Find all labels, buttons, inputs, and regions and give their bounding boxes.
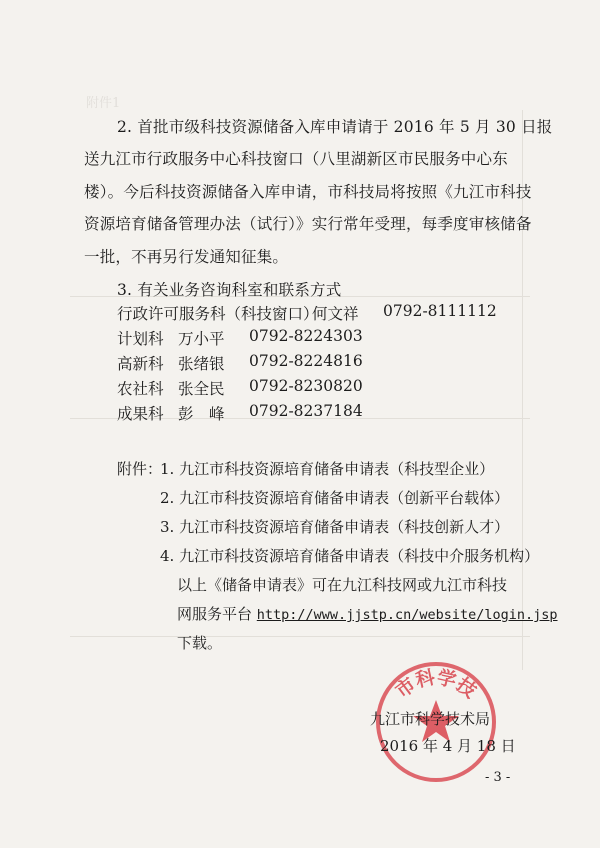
contact-name: 张全民 <box>178 380 225 398</box>
seal-text: 市科学技 <box>391 666 481 703</box>
contact-phone: 0792-8224303 <box>249 327 363 345</box>
paragraph-line: 楼）。今后科技资源储备入库申请，市科技局将按照《九江市科技 <box>84 183 532 201</box>
attachment-note <box>177 603 558 624</box>
contact-phone: 0792-8237184 <box>249 402 363 420</box>
attachment-note: 下载。 <box>177 634 223 652</box>
attachment-item: 1. 九江市科技资源培育储备申请表（科技型企业） <box>160 460 495 478</box>
paragraph-line: 资源培育储备管理办法（试行）》实行常年受理，每季度审核储备 <box>84 215 532 233</box>
bleed-through-line <box>70 636 530 637</box>
attachment-item: 2. 九江市科技资源培育储备申请表（创新平台载体） <box>160 489 510 507</box>
contact-phone: 0792-8224816 <box>249 352 363 370</box>
contact-dept: 计划科 <box>117 330 164 348</box>
contact-name: 张绪银 <box>178 355 225 373</box>
attachment-item: 3. 九江市科技资源培育储备申请表（科技创新人才） <box>160 518 510 536</box>
paragraph-line: 送九江市行政服务中心科技窗口（八里湖新区市民服务中心东 <box>84 150 508 168</box>
page-number: - 3 - <box>485 770 511 785</box>
contact-dept: 成果科 <box>117 405 164 423</box>
contact-name: 何文祥 <box>312 305 359 323</box>
contact-name: 万小平 <box>178 330 225 348</box>
contact-dept: 高新科 <box>117 355 164 373</box>
issuing-organization: 九江市科学技术局 <box>370 710 491 728</box>
section-heading: 3. 有关业务咨询科室和联系方式 <box>117 281 342 299</box>
paragraph-line: 一批，不再另行发通知征集。 <box>84 248 289 266</box>
download-url-link[interactable]: http://www.jjstp.cn/website/login.jsp <box>256 607 558 623</box>
paragraph-line: 2. 首批市级科技资源储备入库申请请于 2016 年 5 月 30 日报 <box>117 118 553 136</box>
attachment-note: 以上《储备申请表》可在九江科技网或九江市科技 <box>177 576 508 594</box>
contact-dept: 行政许可服务科（科技窗口） <box>117 305 319 323</box>
contact-phone: 0792-8111112 <box>383 302 497 320</box>
contact-phone: 0792-8230820 <box>249 377 363 395</box>
bleed-through-mark: 附件1 <box>86 96 121 111</box>
attachment-note-prefix: 网服务平台 <box>177 605 257 623</box>
contact-dept: 农社科 <box>117 380 164 398</box>
attachment-item: 4. 九江市科技资源培育储备申请表（科技中介服务机构） <box>160 547 540 565</box>
contact-name: 彭 峰 <box>178 405 225 423</box>
issue-date: 2016 年 4 月 18 日 <box>380 737 516 755</box>
attachment-label: 附件： <box>117 460 163 478</box>
